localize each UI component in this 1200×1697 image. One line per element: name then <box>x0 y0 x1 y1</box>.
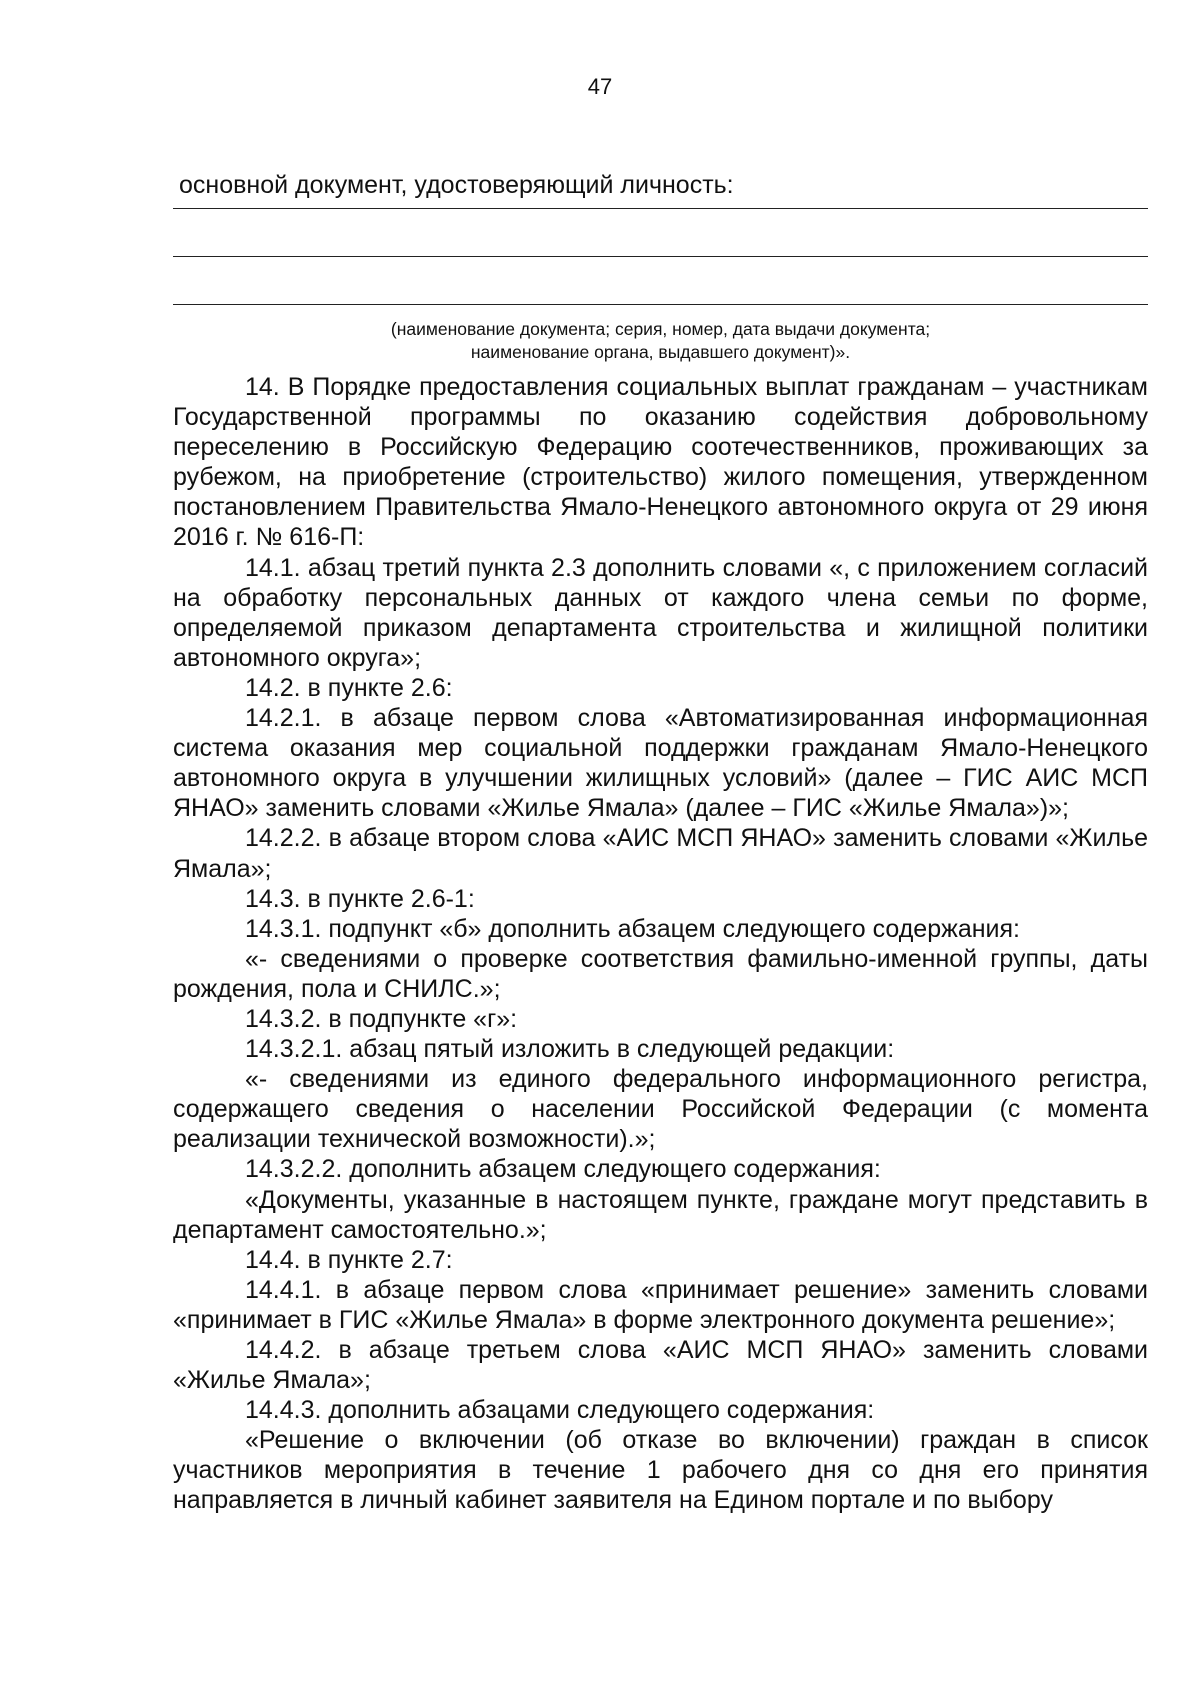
paragraph: 14.4. в пункте 2.7: <box>245 1245 453 1274</box>
paragraph: 14.4.1. в абзаце первом слова «принимает решение» заменить словами «принимает в ГИС «Жилье Ямала» в форме электронного документа решение»; <box>173 1275 1148 1334</box>
paragraph: 14.3.1. подпункт «б» дополнить абзацем следующего содержания: <box>245 914 1020 943</box>
identity-document-block <box>173 170 1148 364</box>
paragraph: 14.2.2. в абзаце втором слова «АИС МСП ЯНАО» заменить словами «Жилье Ямала»; <box>173 824 1148 883</box>
fill-in-caption <box>173 318 1148 364</box>
caption-line: (наименование документа; серия, номер, дата выдачи документа; <box>390 319 931 339</box>
paragraph: «- сведениями из единого федерального информационного регистра, содержащего сведения о населении Российской Федерации (с момента реализации технической возможности).»; <box>173 1065 1148 1154</box>
paragraph: 14.2. в пункте 2.6: <box>245 673 453 702</box>
paragraph: 14.4.2. в абзаце третьем слова «АИС МСП ЯНАО» заменить словами «Жилье Ямала»; <box>173 1336 1148 1395</box>
paragraph: 14.3. в пункте 2.6-1: <box>245 884 475 913</box>
caption-line: наименование органа, выдавшего документ)». <box>470 342 851 362</box>
document-body <box>173 372 1148 1516</box>
paragraph: «Документы, указанные в настоящем пункте, граждане могут представить в департамент самостоятельно.»; <box>173 1185 1148 1244</box>
paragraph: 14.3.2.2. дополнить абзацем следующего содержания: <box>245 1155 881 1184</box>
identity-document-label: основной документ, удостоверяющий личность: <box>179 171 734 199</box>
page-number: 47 <box>587 74 613 99</box>
paragraph: 14.4.3. дополнить абзацами следующего содержания: <box>245 1396 875 1425</box>
fill-in-line <box>173 256 1148 257</box>
paragraph: 14.2.1. в абзаце первом слова «Автоматизированная информационная система оказания мер социальной поддержки гражданам Ямало-Ненецкого автономного округа в улучшении жилищных условий» (далее – ГИС АИС МСП ЯНАО» заменить словами «Жилье Ямала» (далее – ГИС «Жилье Ямала»)»; <box>173 704 1148 823</box>
paragraph: 14.3.2.1. абзац пятый изложить в следующей редакции: <box>245 1035 895 1064</box>
fill-in-line <box>173 304 1148 305</box>
paragraph: 14.1. абзац третий пункта 2.3 дополнить словами «, с приложением согласий на обработку персональных данных от каждого члена семьи по форме, определяемой приказом департамента строительства и жилищной политики автономного округа»; <box>173 553 1148 672</box>
paragraph: 14.3.2. в подпункте «г»: <box>245 1004 518 1033</box>
paragraph: «- сведениями о проверке соответствия фамильно-именной группы, даты рождения, пола и СНИЛС.»; <box>173 944 1148 1003</box>
fill-in-line <box>173 208 1148 209</box>
paragraph: «Решение о включении (об отказе во включении) граждан в список участников мероприятия в течение 1 рабочего дня со дня его принятия направляется в личный кабинет заявителя на Едином портале и по выбору <box>173 1426 1148 1515</box>
paragraph: 14. В Порядке предоставления социальных выплат гражданам – участникам Государственной программы по оказанию содействия добровольному переселению в Российскую Федерацию соотечественников, проживающих за рубежом, на приобретение (строительство) жилого помещения, утвержденном постановлением Правительства Ямало-Ненецкого автономного округа от 29 июня 2016 г. № 616-П: <box>173 373 1148 552</box>
